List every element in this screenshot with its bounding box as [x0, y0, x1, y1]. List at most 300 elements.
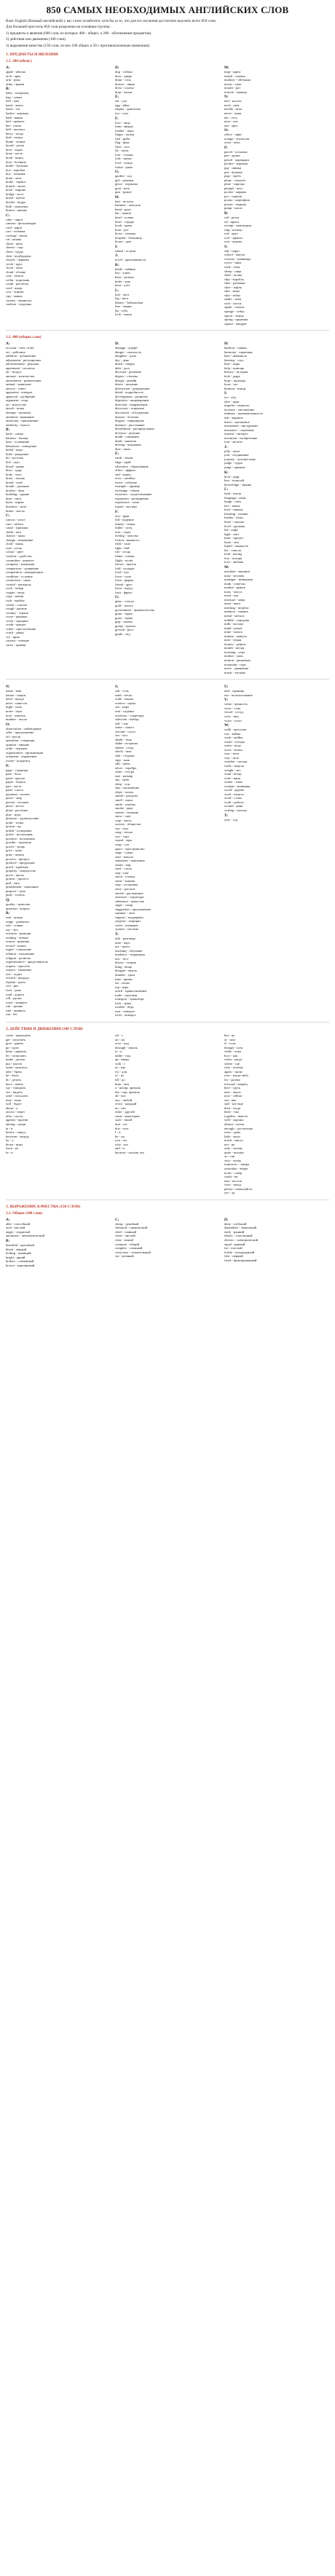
word-entry: test - тест — [115, 956, 129, 961]
word-entry: crime - преступление — [6, 626, 36, 631]
word-entry: owner - владелец — [6, 758, 30, 763]
word-entry: door - дверь — [115, 74, 133, 78]
word-entry: pull - тяга — [6, 881, 20, 885]
word-entry: curve - кривая — [6, 643, 26, 647]
word-entry: self - сам — [115, 721, 128, 725]
word-entry: fire - огонь — [115, 550, 131, 554]
word-entry: art - искусство — [6, 402, 27, 406]
word-entry: direction - направление — [115, 402, 148, 406]
word-entry: kiss - поцелуй — [224, 478, 245, 483]
word-entry: leaf - лист — [115, 292, 130, 296]
word-entry: complex - сложный — [115, 1246, 143, 1250]
word-entry: level - уровень — [224, 524, 245, 528]
letter-heading: P: — [6, 763, 9, 768]
word-entry: scale - шкала — [115, 697, 134, 701]
word-columns — [6, 1217, 329, 1267]
word-entry: property - имущество — [6, 869, 36, 873]
word-entry: drawer - ящик — [115, 82, 135, 86]
word-entry: hair - волосы — [115, 199, 134, 203]
word-entry: soap - мыло — [115, 818, 132, 822]
word-entry: stretch - растяжение — [115, 891, 143, 895]
letter-heading: B: — [6, 1239, 10, 1244]
word-entry: amusement - развлечение — [6, 378, 42, 382]
word-section — [6, 1205, 329, 1267]
word-entry: guide - гид — [115, 631, 130, 636]
letter-heading: F: — [115, 116, 119, 121]
word-entry: example - пример — [115, 484, 140, 489]
word-entry: harbour - гавань — [224, 346, 247, 350]
word-entry: bulb - лампочка — [6, 204, 28, 208]
word-entry: hate - ненависть — [224, 354, 248, 358]
word-entry: order - порядок — [6, 747, 28, 751]
word-entry: range - диапазон — [6, 919, 29, 923]
word-entry: relation - отношение — [6, 952, 35, 956]
word-entry: process - процесс — [6, 856, 31, 861]
word-entry: week - неделя — [224, 763, 244, 768]
word-entry: comb - расчёска — [6, 282, 28, 286]
word-entry: when - когда — [224, 1057, 243, 1062]
word-entry: copper - медь — [6, 590, 25, 594]
word-entry: coat - пальто — [6, 274, 24, 278]
word-entry: let - позволять — [6, 1053, 26, 1057]
word-entry: head - голова — [115, 215, 134, 219]
word-entry: company - компания — [6, 562, 35, 567]
word-entry: root - корень — [224, 240, 243, 244]
word-entry: say - говорить — [6, 1086, 26, 1090]
word-entry: do - делать — [6, 1077, 22, 1082]
word-entry: balance - баланс — [6, 436, 29, 440]
word-entry: mountain - гора — [224, 662, 246, 666]
word-entry: history - история — [224, 370, 248, 374]
word-column — [6, 341, 111, 674]
word-entry: may - мочь — [6, 1098, 22, 1102]
word-entry: weight - вес — [224, 768, 241, 772]
word-entry: wave - волна — [224, 747, 243, 752]
word-entry: industry - промышленность — [224, 411, 264, 416]
word-entry: mother - мать — [224, 654, 243, 658]
word-entry: near - около — [224, 1090, 241, 1094]
word-entry: fly - муха — [115, 149, 129, 153]
page — [0, 0, 335, 1279]
word-entry: some - некоторые — [115, 1114, 140, 1118]
word-entry: bridge - мост — [6, 192, 24, 196]
word-entry: branch - ветка — [6, 184, 25, 188]
word-sections — [6, 52, 329, 1267]
word-entry: up - вверх — [115, 1057, 130, 1062]
word-entry: knee - колено — [115, 275, 134, 279]
word-entry: theory - теория — [115, 961, 136, 965]
word-entry: instrument - инструмент — [224, 424, 259, 428]
letter-heading: B: — [6, 428, 10, 433]
section-divider — [6, 330, 329, 331]
word-entry: gun - ружьё — [115, 190, 132, 194]
word-entry: pig - свинья — [224, 165, 242, 170]
word-entry: expert - эксперт — [115, 504, 138, 508]
letter-heading: C: — [115, 1217, 119, 1222]
word-entry: finger - палец — [115, 133, 135, 137]
word-entry: laugh - смех — [224, 500, 242, 504]
word-entry: surprise - сюрприз — [115, 919, 141, 923]
intro-line: Для большей простоты 850 слов разделены на основные группы: — [6, 25, 111, 30]
word-entry: apple - яблоко — [6, 70, 25, 74]
word-entry: walk - прогулка — [224, 728, 247, 732]
word-entry: edge - край — [115, 460, 131, 464]
letter-heading: W: — [224, 723, 229, 728]
word-entry: heat - жара — [224, 362, 240, 366]
word-entry: make - делать — [6, 1057, 25, 1062]
word-entry: box - коробка — [6, 168, 25, 172]
word-entry: touch - прикосновение — [115, 989, 147, 993]
word-entry: grain - зерно — [115, 612, 133, 616]
word-entry: cork - пробка — [6, 599, 25, 603]
word-entry: control - контроль — [6, 582, 31, 586]
word-entry: cheap - дешёвый — [115, 1221, 139, 1226]
letter-heading: K: — [224, 470, 229, 475]
word-entry: carriage - вагон — [6, 233, 28, 237]
word-entry: such - такой — [115, 1118, 133, 1122]
word-entry: start - начало — [115, 854, 134, 859]
word-entry: though - хотя — [224, 1045, 243, 1049]
word-entry: from - из — [6, 1146, 19, 1151]
word-entry: punishment - наказание — [6, 885, 39, 889]
word-entry: eye - глаз — [115, 111, 128, 115]
word-entry: stop - остановка — [115, 883, 138, 887]
word-entry: fork - вилка — [115, 157, 132, 161]
word-entry: fact - факт — [115, 513, 130, 518]
word-entry: gold - золото — [115, 604, 133, 608]
word-entry: spoon - ложка — [224, 313, 244, 318]
word-entry: able - способный — [6, 1221, 31, 1226]
word-entry: support - поддержка — [115, 915, 143, 919]
word-entry: nut - орех — [224, 123, 238, 127]
word-entry: news - новости — [6, 701, 28, 705]
word-column — [224, 684, 329, 1017]
word-entry: so - так — [224, 1154, 235, 1159]
word-entry: letter - письмо — [224, 519, 245, 524]
word-entry: how - как — [224, 1053, 238, 1057]
letter-heading: R: — [6, 911, 10, 916]
word-entry: flag - флаг — [115, 141, 130, 145]
word-entry: muscle - мышца — [224, 90, 247, 94]
word-entry: payment - оплата — [6, 792, 30, 796]
word-entry: wool - шерсть — [224, 792, 245, 796]
letter-heading: B: — [6, 87, 10, 92]
word-entry: liquid - жидкость — [224, 544, 249, 548]
word-entry: moon - луна — [224, 82, 242, 86]
word-entry: drink - напиток — [115, 438, 137, 443]
word-entry: pump - насос — [224, 206, 243, 210]
letter-heading: D: — [224, 1217, 229, 1222]
word-entry: against - против — [6, 1118, 28, 1122]
word-entry: pot - горшок — [224, 194, 243, 198]
word-entry: prose - проза — [6, 873, 24, 877]
word-entry: profit - прибыль — [6, 864, 29, 869]
word-entry: angry - сердитый — [6, 1229, 31, 1234]
word-entry: man - человек — [224, 573, 245, 578]
word-entry: roof - крыша — [224, 235, 243, 240]
word-entry: have - иметь — [6, 1082, 24, 1086]
word-entry: between - между — [6, 1134, 29, 1138]
word-entry: field - поле — [115, 542, 131, 546]
word-entry: dog - собака — [115, 70, 133, 74]
word-entry: business - дело — [6, 504, 27, 508]
word-section — [6, 335, 329, 674]
word-entry: digestion - пищеварение — [115, 398, 149, 403]
word-entry: cough - кашель — [6, 607, 28, 611]
word-entry: taste - вкус — [115, 940, 130, 945]
word-entry: account - счёт, отчёт — [6, 346, 34, 350]
word-entry: night - ночь — [6, 705, 23, 709]
word-entry: sugar - сахар — [115, 903, 133, 907]
word-entry: noise - шум — [6, 709, 23, 713]
word-entry: colour - цвет — [6, 550, 24, 554]
word-entry: agreement - согласие — [6, 366, 35, 370]
word-entry: other - другой — [115, 1110, 135, 1114]
word-entry: hat - шляпа — [115, 211, 131, 216]
word-entry: ship - корабль — [224, 277, 244, 281]
word-entry: top - верх — [115, 985, 129, 989]
letter-heading: G: — [115, 595, 119, 600]
word-entry: egg - яйцо — [115, 103, 130, 107]
word-entry: mark - отметка — [224, 581, 245, 586]
word-entry: water - вода — [224, 744, 241, 748]
word-entry: statement - заявление — [115, 859, 145, 863]
word-entry: day - день — [115, 358, 130, 362]
word-entry: broken - сломанный — [6, 1259, 34, 1264]
word-entry: stage - сцена — [115, 851, 133, 855]
section-divider — [6, 1022, 329, 1023]
word-entry: play - игра — [6, 812, 21, 816]
word-entry: school - школа — [224, 253, 245, 257]
word-entry: middle - середина — [224, 618, 250, 622]
word-entry: back - спина — [6, 432, 23, 436]
word-entry: dependent - зависимый — [224, 1226, 257, 1230]
word-entry: attempt - попытка — [6, 410, 31, 414]
word-entry: fixed - фиксированный — [224, 1258, 257, 1262]
word-entry: scissors - ножницы — [224, 256, 251, 261]
word-entry: shade - тень — [115, 737, 132, 741]
letter-heading: E: — [115, 95, 119, 100]
word-entry: song - песня — [115, 830, 133, 835]
word-entry: orange - апельсин — [224, 136, 250, 141]
word-entry: grip - хватка — [115, 620, 133, 624]
word-entry: rain - дождь — [6, 915, 23, 920]
word-entry: line - линия — [115, 304, 132, 309]
word-entry: learning - учение — [224, 511, 248, 516]
word-entry: view - вид — [224, 714, 239, 718]
word-entry: substance - вещество — [115, 899, 145, 903]
word-entry: horse - лошадь — [115, 232, 136, 236]
word-entry: brass - латунь — [6, 476, 25, 481]
intro-line: Basic English (базовый английский) у вас стоит позаботить хотя бы за то, что для его изучения достаточно выучить всего 850 слов. — [6, 19, 216, 23]
word-entry: or - или — [224, 1037, 235, 1041]
word-entry: ornament - украшение — [6, 755, 37, 759]
word-entry: hospital - больница — [115, 235, 142, 240]
word-entry: impulse - импульс — [224, 403, 250, 408]
word-entry: burn - ожог — [6, 496, 22, 500]
word-entry: ice - лёд — [224, 395, 236, 400]
word-entry: shake - встряска — [115, 741, 138, 746]
word-entry: question - вопрос — [6, 906, 31, 910]
word-entry: air - воздух — [6, 370, 22, 374]
word-entry: reaction - реакция — [6, 931, 31, 936]
word-entry: there - там — [224, 1110, 240, 1114]
word-entry: condition - условие — [6, 574, 33, 578]
word-entry: drop - капля — [115, 90, 133, 94]
word-entry: room - комната — [6, 1000, 28, 1004]
word-entry: chalk - мел — [6, 529, 22, 534]
word-entry: why - почему — [224, 1066, 243, 1070]
word-entry: lead - свинец — [224, 508, 243, 512]
word-entry: science - наука — [115, 701, 136, 705]
word-entry: common - общий — [115, 1242, 139, 1246]
word-entry: frame - рама — [115, 165, 133, 169]
word-entry: pocket - карман — [224, 190, 246, 194]
word-columns — [6, 65, 329, 326]
word-entry: plate - тарелка — [224, 182, 245, 186]
word-entry: cover - крышка — [6, 615, 28, 619]
word-entry: steam - пар — [115, 862, 131, 867]
letter-heading: I: — [224, 391, 227, 396]
word-entry: river - река — [6, 988, 22, 992]
word-entry: steel - сталь — [115, 867, 132, 871]
letter-heading: H: — [115, 194, 119, 200]
letter-heading: O: — [6, 722, 10, 727]
word-entry: on - на — [115, 1037, 125, 1041]
word-entry: fat - толстый — [224, 1246, 243, 1250]
word-entry: pencil - карандаш — [224, 157, 249, 162]
word-entry: end - конец — [115, 472, 131, 476]
word-entry: after - после — [6, 1114, 23, 1118]
word-entry: in - в — [6, 1150, 13, 1154]
word-entry: I - я — [115, 1130, 121, 1135]
word-entry: mine - шахта — [224, 630, 243, 634]
word-entry: boot - ботинок — [6, 159, 27, 164]
word-entry: meeting - встреча — [224, 605, 249, 610]
word-entry: wax - воск — [224, 752, 240, 756]
word-entry: about - о — [6, 1106, 18, 1110]
word-entry: arm - рука — [6, 78, 20, 82]
word-entry: look - взгляд — [224, 552, 243, 556]
word-entry: clock - часы — [6, 266, 23, 270]
word-entry: paint - краска — [6, 776, 25, 780]
word-entry: bird - птица — [6, 135, 23, 140]
word-entry: insect - насекомое — [224, 420, 250, 424]
word-entry: chief - главный — [115, 1229, 137, 1234]
word-entry: before - перед — [6, 1130, 25, 1135]
word-entry: electric - электрический — [224, 1238, 259, 1242]
word-entry: prison - тюрьма — [224, 202, 247, 206]
word-column — [115, 1033, 220, 1195]
word-entry: effect - эффект — [115, 468, 136, 473]
word-entry: front - перед — [115, 586, 133, 591]
section-heading: 3. ВЫРАЖЕНИЕ КАЧЕСТВА (150 СЛОВ) — [6, 1204, 81, 1209]
word-entry: oven - печь — [224, 141, 240, 145]
word-entry: increase - увеличение — [224, 407, 255, 411]
word-entry: regret - сожаление — [6, 948, 32, 952]
word-entry: sort - сорт — [115, 834, 130, 838]
letter-heading: Y: — [224, 813, 228, 818]
letter-heading: S: — [224, 244, 228, 249]
word-entry: paste - паста — [6, 788, 23, 792]
word-entry: yes - да — [224, 1191, 235, 1195]
word-entry: approval - одобрение — [6, 394, 36, 398]
word-entry: answer - ответ — [6, 386, 26, 390]
word-entry: change - изменение — [6, 537, 34, 542]
word-entry: reason - причина — [6, 940, 30, 944]
word-entry: trouble - беда — [115, 1005, 134, 1009]
word-entry: attack - атака — [6, 406, 25, 411]
word-entry: sheep - овца — [224, 269, 242, 273]
word-entry: where - где — [224, 1061, 240, 1066]
word-entry: lift - лифт — [224, 528, 238, 532]
word-entry: light - свет — [224, 532, 240, 536]
word-entry: knowledge - знание — [224, 482, 252, 487]
word-entry: winter - зима — [224, 780, 243, 784]
word-entry: fiction - вымысел — [115, 537, 140, 542]
word-entry: seem - казаться — [6, 1066, 28, 1070]
word-entry: much - много — [224, 1138, 243, 1143]
word-entry: name - имя — [6, 689, 22, 693]
word-entry: cat - кошка — [6, 237, 22, 242]
word-columns — [6, 1033, 329, 1195]
word-entry: foot - ступня — [115, 152, 133, 157]
word-column — [6, 1033, 111, 1195]
word-column — [115, 341, 220, 674]
word-entry: picture - картина — [224, 162, 248, 166]
word-entry: son - сын — [115, 826, 128, 830]
word-entry: spade - лопата — [224, 305, 245, 310]
word-entry: father - отец — [115, 526, 133, 530]
word-entry: slip - скольжение — [115, 786, 140, 790]
word-entry: peace - мир — [6, 796, 22, 800]
section-subheading: 1.1. 200 (обозн.) — [6, 59, 32, 64]
letter-heading: G: — [115, 170, 119, 175]
word-entry: band - лента — [6, 103, 23, 107]
word-entry: bottle - бутылка — [6, 164, 28, 168]
word-entry: bucket - ведро — [6, 200, 26, 204]
word-entry: deep - глубокий — [224, 1221, 247, 1226]
word-entry: mouth - рот — [224, 86, 241, 90]
word-entry: year - год — [224, 817, 238, 822]
word-entry: only - только — [224, 1146, 243, 1151]
word-entry: brake - тормоз — [6, 180, 26, 184]
word-entry: face - лицо — [115, 120, 130, 125]
word-entry: now - сейчас — [224, 1094, 243, 1098]
word-entry: very - очень — [224, 1158, 242, 1162]
word-entry: exchange - обмен — [115, 488, 140, 492]
word-entry: horn - рог — [115, 227, 129, 232]
word-entry: even - даже — [224, 1130, 241, 1135]
word-entry: arch - арка — [6, 74, 21, 78]
word-entry: word - слово — [224, 796, 243, 800]
word-entry: voice - голос — [224, 718, 243, 722]
word-section — [6, 1027, 329, 1195]
word-entry: because - потому что — [115, 1150, 145, 1154]
word-entry: sponge - губка — [224, 310, 245, 314]
word-entry: insurance - страховка — [224, 428, 254, 432]
word-entry: slope - склон — [115, 789, 133, 794]
word-entry: nose - нос — [224, 119, 239, 124]
word-entry: potato - картофель — [224, 198, 251, 202]
intro-line: 3) выражения качества (150 слов, из них 100 общих и 50 с противоположным значением). — [6, 43, 151, 48]
word-entry: rub - трение — [6, 1004, 23, 1009]
word-entry: tax - налог — [115, 945, 130, 949]
word-entry: organization - организация — [6, 750, 44, 755]
word-entry: bread - хлеб — [6, 480, 23, 484]
word-entry: apparatus - аппарат — [6, 390, 33, 395]
word-entry: time - время — [115, 977, 133, 981]
